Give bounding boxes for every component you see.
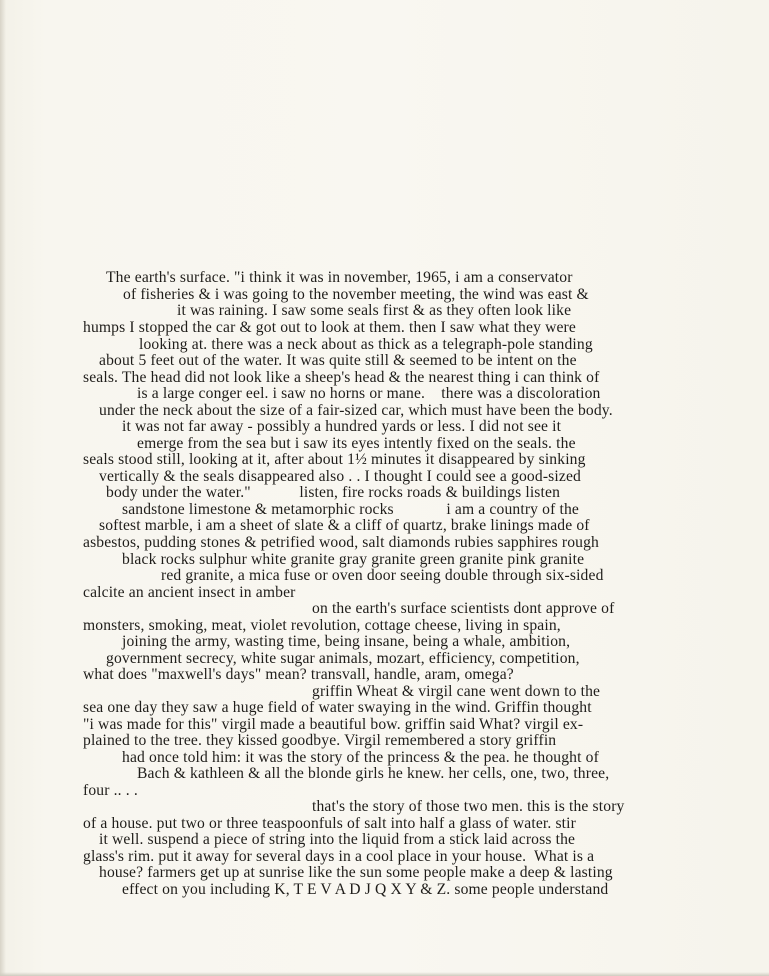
poem-line: is a large conger eel. i saw no horns or mane. there was a discoloration bbox=[137, 385, 601, 402]
poem-line: black rocks sulphur white granite gray granite green granite pink granite bbox=[122, 551, 585, 568]
poem-line: under the neck about the size of a fair-sized car, which must have been the body. bbox=[99, 402, 613, 419]
poem-line: about 5 feet out of the water. It was quite still & seemed to be intent on the bbox=[99, 352, 577, 369]
poem-line: had once told him: it was the story of the princess & the pea. he thought of bbox=[122, 749, 599, 766]
poem-line: calcite an ancient insect in amber bbox=[83, 584, 296, 601]
page-left-edge-shadow bbox=[0, 0, 6, 976]
poem-line: softest marble, i am a sheet of slate & a cliff of quartz, brake linings made of bbox=[99, 517, 590, 534]
poem-line: sandstone limestone & metamorphic rocks i am a country of the bbox=[122, 501, 580, 518]
poem-line: government secrecy, white sugar animals, mozart, efficiency, competition, bbox=[106, 650, 580, 667]
poem-line: what does "maxwell's days" mean? transvall, handle, aram, omega? bbox=[83, 666, 514, 683]
poem-line: looking at. there was a neck about as thick as a telegraph-pole standing bbox=[139, 336, 593, 353]
poem-line: that's the story of those two men. this is the story bbox=[312, 798, 625, 815]
poem-line: Bach & kathleen & all the blonde girls he knew. her cells, one, two, three, bbox=[137, 765, 610, 782]
page-bottom-edge-shadow bbox=[0, 972, 769, 976]
poem-line: it was raining. I saw some seals first & as they often look like bbox=[177, 302, 572, 319]
poem-line: "i was made for this" virgil made a beautiful bow. griffin said What? virgil ex- bbox=[83, 716, 584, 733]
poem-line: it was not far away - possibly a hundred yards or less. I did not see it bbox=[122, 418, 562, 435]
poem-line: griffin Wheat & virgil cane went down to the bbox=[312, 683, 601, 700]
poem-line: red granite, a mica fuse or oven door seeing double through six-sided bbox=[161, 567, 604, 584]
poem-line: of a house. put two or three teaspoonfuls of salt into half a glass of water. stir bbox=[83, 815, 576, 832]
poem-line: sea one day they saw a huge field of water swaying in the wind. Griffin thought bbox=[83, 699, 592, 716]
poem-line: of fisheries & i was going to the november meeting, the wind was east & bbox=[123, 286, 589, 303]
poem-line: effect on you including K, T E V A D J Q X Y & Z. some people understand bbox=[122, 881, 609, 898]
poem-line: seals stood still, looking at it, after about 1½ minutes it disappeared by sinking bbox=[83, 451, 586, 468]
poem-line: joining the army, wasting time, being insane, being a whale, ambition, bbox=[122, 633, 571, 650]
poem-line: humps I stopped the car & got out to look at them. then I saw what they were bbox=[83, 319, 576, 336]
poem-line: on the earth's surface scientists dont approve of bbox=[312, 600, 615, 617]
poem-line: glass's rim. put it away for several days in a cool place in your house. What is a bbox=[83, 848, 595, 865]
poem-line: four .. . . bbox=[83, 782, 138, 799]
poem-line: body under the water." listen, fire rocks roads & buildings listen bbox=[106, 484, 561, 501]
poem-line: asbestos, pudding stones & petrified wood, salt diamonds rubies sapphires rough bbox=[83, 534, 599, 551]
poem-line: seals. The head did not look like a sheep's head & the nearest thing i can think of bbox=[83, 369, 600, 386]
poem-line: emerge from the sea but i saw its eyes intently fixed on the seals. the bbox=[137, 435, 576, 452]
poem-line: it well. suspend a piece of string into the liquid from a stick laid across the bbox=[99, 831, 576, 848]
poem-line: vertically & the seals disappeared also . . I thought I could see a good-sized bbox=[99, 468, 581, 485]
poem-line: house? farmers get up at sunrise like the sun some people make a deep & lasting bbox=[99, 864, 613, 881]
poem-line: monsters, smoking, meat, violet revolution, cottage cheese, living in spain, bbox=[83, 617, 561, 634]
poem-line: The earth's surface. "i think it was in november, 1965, i am a conservator bbox=[106, 269, 573, 286]
poem-line: plained to the tree. they kissed goodbye. Virgil remembered a story griffin bbox=[83, 732, 557, 749]
